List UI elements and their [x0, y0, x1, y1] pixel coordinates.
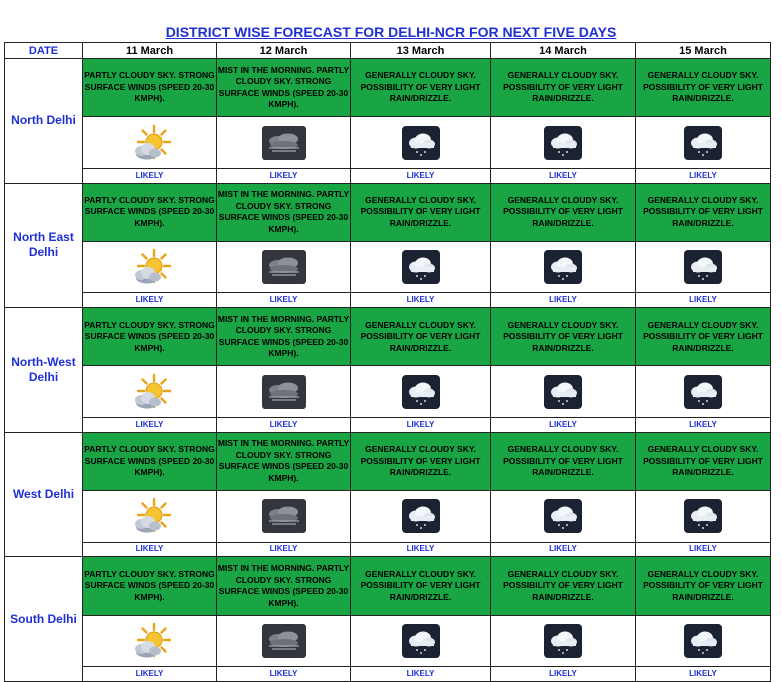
forecast-text-row	[5, 59, 771, 117]
forecast-text: GENERALLY CLOUDY SKY. POSSIBILITY OF VERY LIGHT RAIN/DRIZZLE.	[351, 557, 491, 615]
forecast-text: GENERALLY CLOUDY SKY. POSSIBILITY OF VERY LIGHT RAIN/DRIZZLE.	[351, 432, 491, 490]
likely-label: LIKELY	[217, 417, 351, 432]
cloud-drizzle-icon	[351, 241, 491, 292]
cloud-drizzle-icon	[491, 366, 636, 417]
likely-row	[5, 293, 771, 308]
likely-label: LIKELY	[217, 542, 351, 557]
forecast-text: MIST IN THE MORNING. PARTLY CLOUDY SKY. STRONG SURFACE WINDS (SPEED 20-30 KMPH).	[217, 183, 351, 241]
forecast-text: PARTLY CLOUDY SKY. STRONG SURFACE WINDS (SPEED 20-30 KMPH).	[83, 183, 217, 241]
day-header: 14 March	[491, 43, 636, 59]
likely-label: LIKELY	[636, 417, 771, 432]
icon-row	[5, 117, 771, 168]
cloud-drizzle-icon	[636, 117, 771, 168]
forecast-text: GENERALLY CLOUDY SKY. POSSIBILITY OF VERY LIGHT RAIN/DRIZZLE.	[636, 59, 771, 117]
icon-row	[5, 241, 771, 292]
mist-icon	[217, 491, 351, 542]
forecast-text: PARTLY CLOUDY SKY. STRONG SURFACE WINDS (SPEED 20-30 KMPH).	[83, 308, 217, 366]
mist-icon	[217, 615, 351, 666]
likely-label: LIKELY	[491, 542, 636, 557]
forecast-text-row	[5, 183, 771, 241]
likely-label: LIKELY	[217, 168, 351, 183]
forecast-text: PARTLY CLOUDY SKY. STRONG SURFACE WINDS (SPEED 20-30 KMPH).	[83, 432, 217, 490]
cloud-drizzle-icon	[351, 491, 491, 542]
cloud-drizzle-icon	[351, 366, 491, 417]
forecast-text-row	[5, 432, 771, 490]
forecast-text: GENERALLY CLOUDY SKY. POSSIBILITY OF VERY LIGHT RAIN/DRIZZLE.	[351, 308, 491, 366]
likely-label: LIKELY	[83, 667, 217, 682]
forecast-text: GENERALLY CLOUDY SKY. POSSIBILITY OF VERY LIGHT RAIN/DRIZZLE.	[491, 59, 636, 117]
likely-label: LIKELY	[636, 168, 771, 183]
cloud-drizzle-icon	[351, 117, 491, 168]
likely-row	[5, 168, 771, 183]
district-name: North East Delhi	[5, 183, 83, 308]
cloud-drizzle-icon	[491, 491, 636, 542]
forecast-text: GENERALLY CLOUDY SKY. POSSIBILITY OF VERY LIGHT RAIN/DRIZZLE.	[491, 183, 636, 241]
forecast-text: MIST IN THE MORNING. PARTLY CLOUDY SKY. STRONG SURFACE WINDS (SPEED 20-30 KMPH).	[217, 432, 351, 490]
likely-label: LIKELY	[351, 168, 491, 183]
likely-label: LIKELY	[83, 417, 217, 432]
likely-label: LIKELY	[351, 417, 491, 432]
cloud-drizzle-icon	[491, 241, 636, 292]
page-title: DISTRICT WISE FORECAST FOR DELHI-NCR FOR NEXT FIVE DAYS	[165, 24, 617, 40]
likely-label: LIKELY	[491, 293, 636, 308]
icon-row	[5, 615, 771, 666]
mist-icon	[217, 117, 351, 168]
partly-cloudy-sun-icon	[83, 241, 217, 292]
forecast-text: MIST IN THE MORNING. PARTLY CLOUDY SKY. STRONG SURFACE WINDS (SPEED 20-30 KMPH).	[217, 59, 351, 117]
cloud-drizzle-icon	[636, 491, 771, 542]
date-header: DATE	[5, 43, 83, 59]
day-header: 11 March	[83, 43, 217, 59]
day-header: 13 March	[351, 43, 491, 59]
likely-label: LIKELY	[491, 667, 636, 682]
likely-label: LIKELY	[83, 293, 217, 308]
partly-cloudy-sun-icon	[83, 366, 217, 417]
likely-row	[5, 667, 771, 682]
icon-row	[5, 366, 771, 417]
district-name: North-West Delhi	[5, 308, 83, 433]
day-header: 15 March	[636, 43, 771, 59]
forecast-text: GENERALLY CLOUDY SKY. POSSIBILITY OF VERY LIGHT RAIN/DRIZZLE.	[636, 557, 771, 615]
cloud-drizzle-icon	[636, 366, 771, 417]
likely-label: LIKELY	[217, 293, 351, 308]
header-row	[5, 43, 771, 59]
likely-label: LIKELY	[83, 168, 217, 183]
mist-icon	[217, 366, 351, 417]
forecast-text: GENERALLY CLOUDY SKY. POSSIBILITY OF VERY LIGHT RAIN/DRIZZLE.	[491, 557, 636, 615]
forecast-text: MIST IN THE MORNING. PARTLY CLOUDY SKY. STRONG SURFACE WINDS (SPEED 20-30 KMPH).	[217, 557, 351, 615]
forecast-text: PARTLY CLOUDY SKY. STRONG SURFACE WINDS (SPEED 20-30 KMPH).	[83, 59, 217, 117]
forecast-text: GENERALLY CLOUDY SKY. POSSIBILITY OF VERY LIGHT RAIN/DRIZZLE.	[636, 308, 771, 366]
partly-cloudy-sun-icon	[83, 491, 217, 542]
likely-label: LIKELY	[491, 417, 636, 432]
forecast-text: MIST IN THE MORNING. PARTLY CLOUDY SKY. STRONG SURFACE WINDS (SPEED 20-30 KMPH).	[217, 308, 351, 366]
forecast-text: GENERALLY CLOUDY SKY. POSSIBILITY OF VERY LIGHT RAIN/DRIZZLE.	[636, 183, 771, 241]
likely-label: LIKELY	[351, 293, 491, 308]
cloud-drizzle-icon	[351, 615, 491, 666]
district-name: North Delhi	[5, 59, 83, 184]
forecast-text: GENERALLY CLOUDY SKY. POSSIBILITY OF VERY LIGHT RAIN/DRIZZLE.	[351, 183, 491, 241]
likely-label: LIKELY	[351, 542, 491, 557]
forecast-table	[4, 42, 771, 682]
cloud-drizzle-icon	[636, 615, 771, 666]
likely-row	[5, 417, 771, 432]
likely-label: LIKELY	[83, 542, 217, 557]
likely-label: LIKELY	[351, 667, 491, 682]
mist-icon	[217, 241, 351, 292]
forecast-text: GENERALLY CLOUDY SKY. POSSIBILITY OF VERY LIGHT RAIN/DRIZZLE.	[636, 432, 771, 490]
forecast-text: GENERALLY CLOUDY SKY. POSSIBILITY OF VERY LIGHT RAIN/DRIZZLE.	[351, 59, 491, 117]
cloud-drizzle-icon	[491, 615, 636, 666]
likely-label: LIKELY	[491, 168, 636, 183]
district-name: South Delhi	[5, 557, 83, 682]
district-name: West Delhi	[5, 432, 83, 557]
likely-row	[5, 542, 771, 557]
likely-label: LIKELY	[636, 667, 771, 682]
day-header: 12 March	[217, 43, 351, 59]
likely-label: LIKELY	[217, 667, 351, 682]
partly-cloudy-sun-icon	[83, 117, 217, 168]
forecast-text: PARTLY CLOUDY SKY. STRONG SURFACE WINDS (SPEED 20-30 KMPH).	[83, 557, 217, 615]
forecast-text-row	[5, 557, 771, 615]
forecast-text: GENERALLY CLOUDY SKY. POSSIBILITY OF VERY LIGHT RAIN/DRIZZLE.	[491, 308, 636, 366]
likely-label: LIKELY	[636, 542, 771, 557]
icon-row	[5, 491, 771, 542]
likely-label: LIKELY	[636, 293, 771, 308]
partly-cloudy-sun-icon	[83, 615, 217, 666]
cloud-drizzle-icon	[491, 117, 636, 168]
forecast-text: GENERALLY CLOUDY SKY. POSSIBILITY OF VERY LIGHT RAIN/DRIZZLE.	[491, 432, 636, 490]
cloud-drizzle-icon	[636, 241, 771, 292]
forecast-text-row	[5, 308, 771, 366]
